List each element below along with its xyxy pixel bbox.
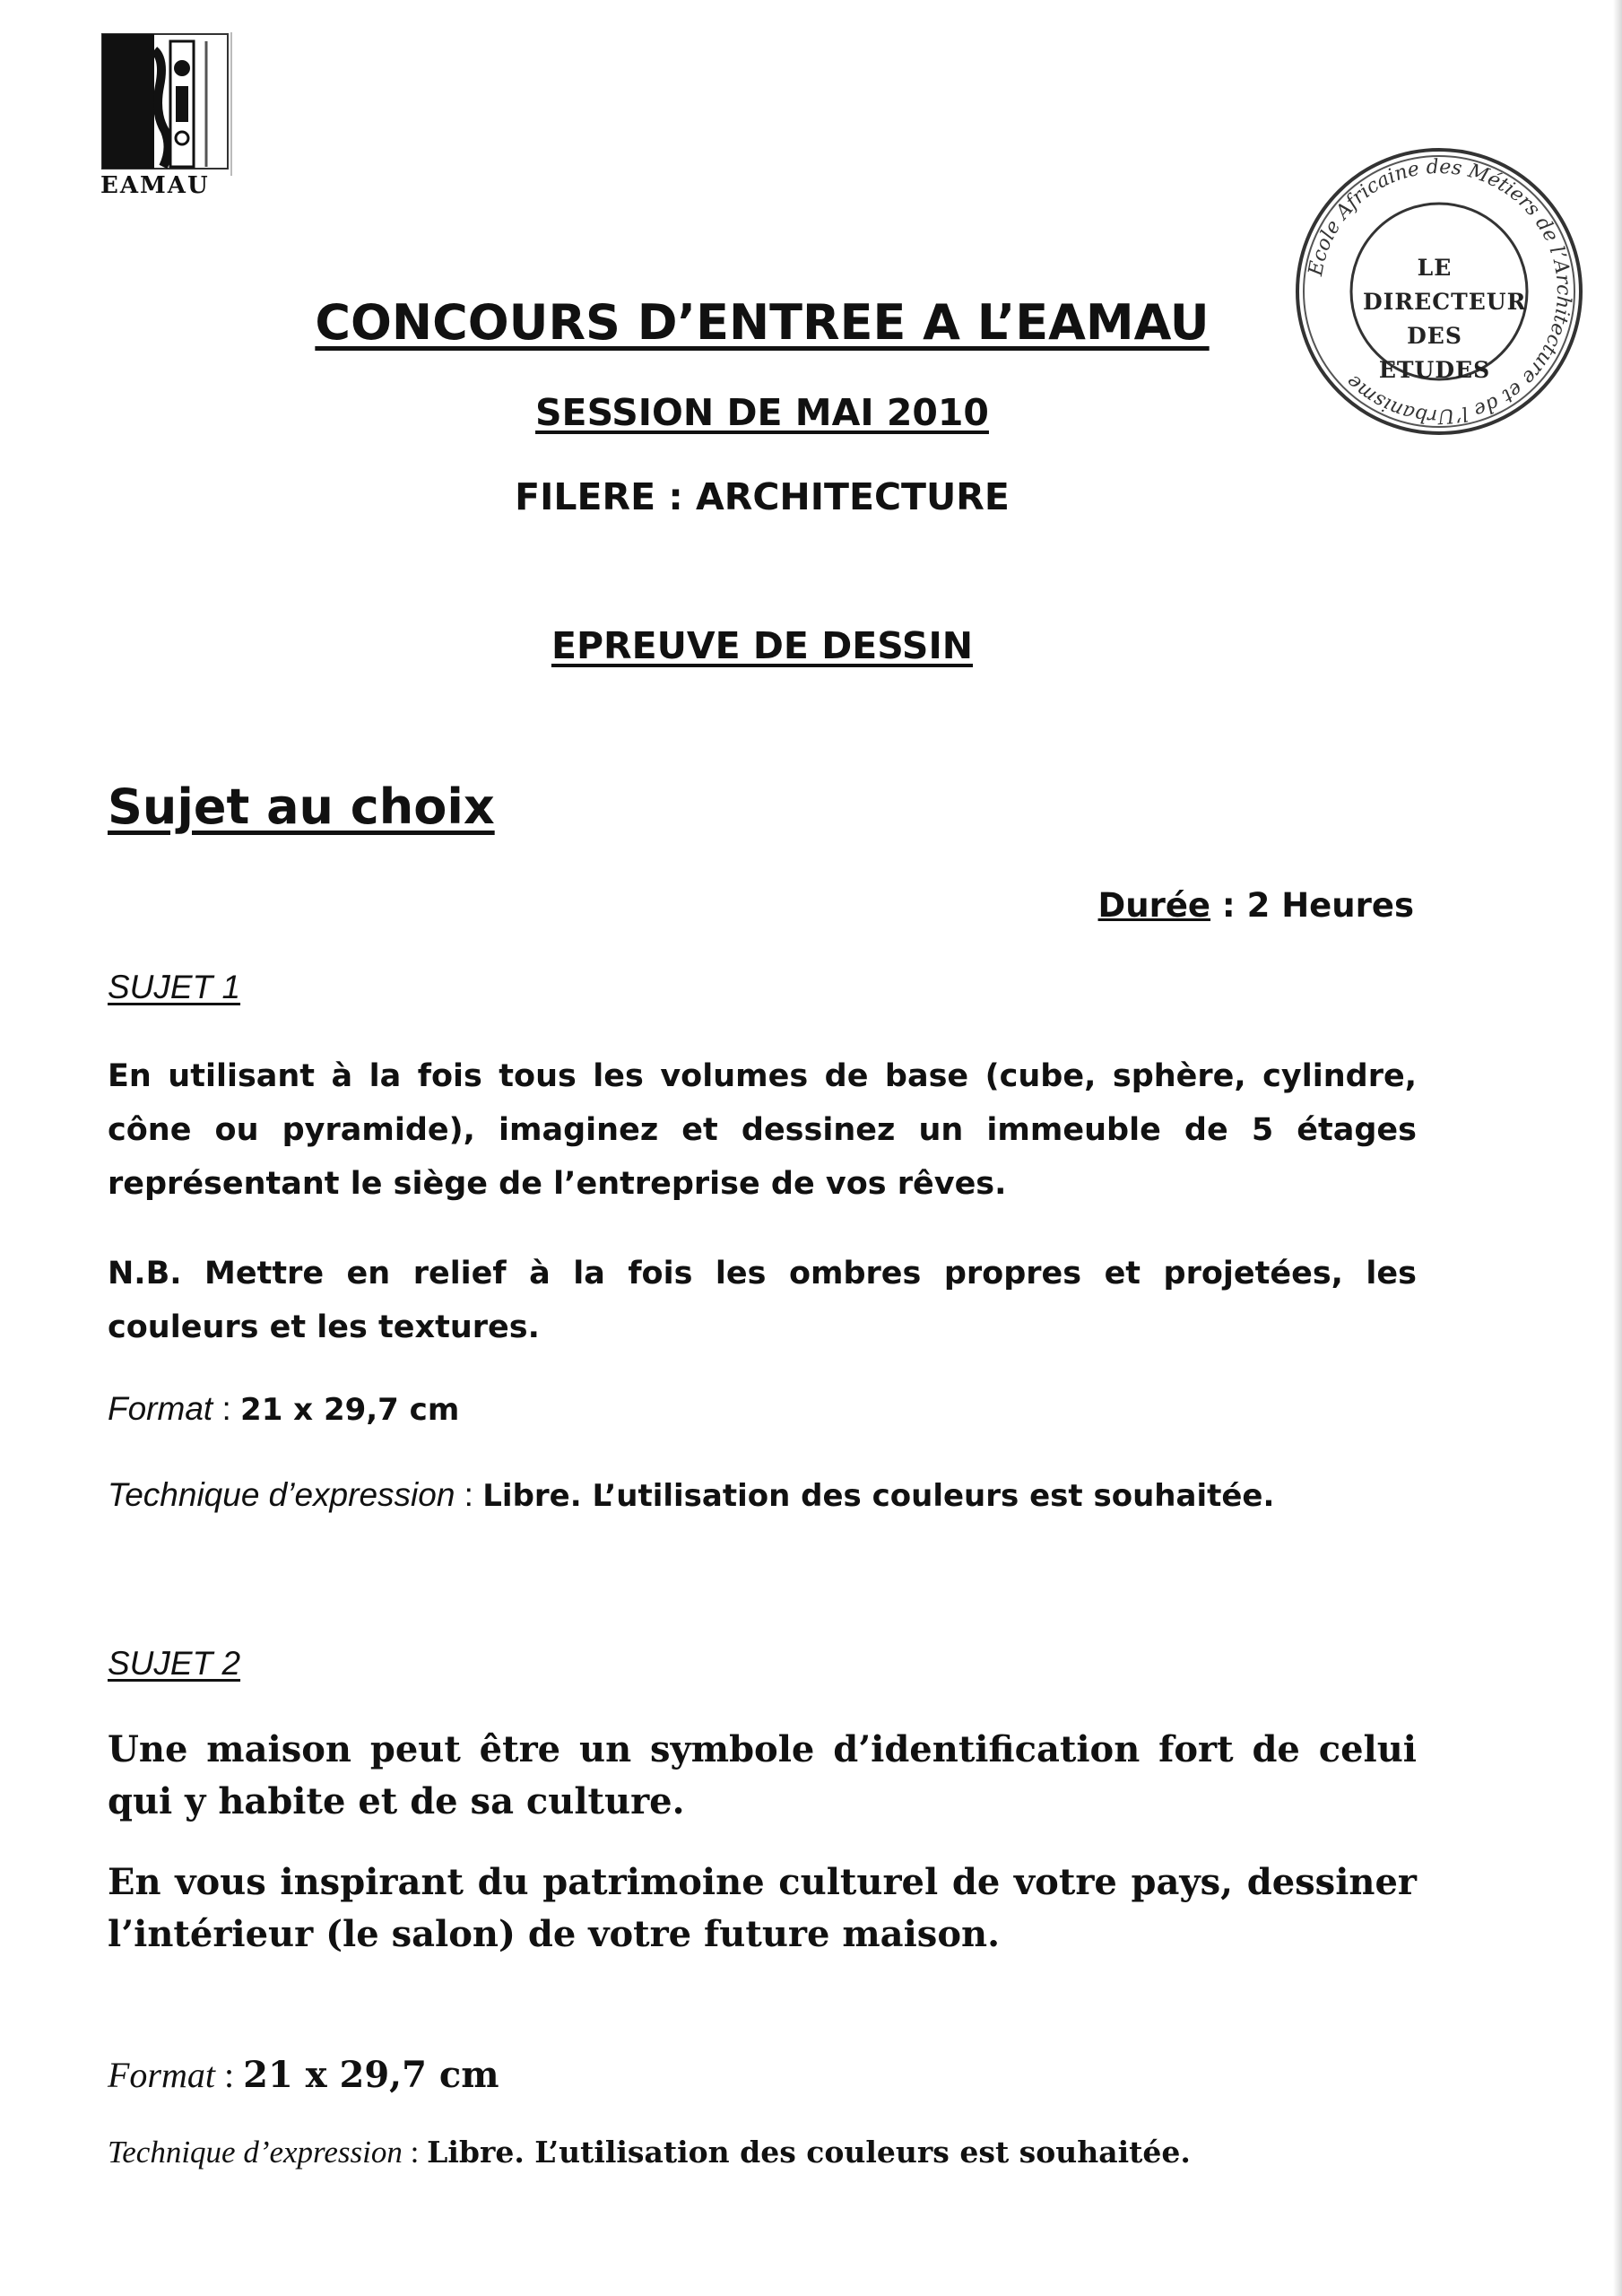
sujet1-technique: Technique d’expression : Libre. L’utilisation des couleurs est souhaitée. — [108, 1476, 1275, 1514]
stamp-line1: LE DIRECTEUR — [1363, 255, 1527, 315]
sujet2-format: Format : 21 x 29,7 cm — [108, 2054, 499, 2096]
sujet1-intro: En utilisant à la fois tous les volumes de base (cube, sphère, cylindre, cône ou pyramide), imaginez et dessinez un immeuble de 5 étages représentant le siège de l’entreprise de vos rêves. — [108, 1058, 1417, 1202]
sujet1-technique-label: Technique d’expression — [108, 1476, 455, 1513]
sujet1-label: SUJET 1 — [108, 969, 241, 1005]
duration-separator: : — [1210, 886, 1247, 925]
sujet2-technique: Technique d’expression : Libre. L’utilisation des couleurs est souhaitée. — [108, 2135, 1191, 2170]
sujet2-para1: Une maison peut être un symbole d’identification fort de celui qui y habite et de sa culture. — [108, 1728, 1417, 1822]
duration-label: Durée — [1097, 886, 1211, 925]
sujet2-para2: En vous inspirant du patrimoine culturel de votre pays, dessiner l’intérieur (le salon) de votre future maison. — [108, 1861, 1417, 1955]
sujet2-label: SUJET 2 — [108, 1645, 241, 1682]
stamp-line2: DES ETUDES — [1378, 323, 1491, 383]
sujet2-format-value: 21 x 29,7 cm — [243, 2054, 499, 2096]
sujet2-technique-value: Libre. L’utilisation des couleurs est souhaitée. — [427, 2135, 1191, 2170]
sujet1-nb: N.B. Mettre en relief à la fois les ombres propres et projetées, les couleurs et les textures. — [108, 1256, 1417, 1345]
sujet1-format-value: 21 x 29,7 cm — [240, 1392, 460, 1428]
exam-session: SESSION DE MAI 2010 — [535, 391, 989, 434]
exam-filiere: FILERE : ARCHITECTURE — [515, 475, 1010, 518]
logo-text: EAMAU — [100, 172, 210, 199]
sujet1-format: Format : 21 x 29,7 cm — [108, 1390, 460, 1428]
sujet1-technique-value: Libre. L’utilisation des couleurs est souhaitée. — [482, 1478, 1275, 1514]
sujet2-technique-label: Technique d’expression — [108, 2135, 403, 2170]
section-title: Sujet au choix — [108, 778, 495, 835]
exam-duration — [1098, 886, 1414, 925]
sujet2-format-label: Format — [108, 2055, 215, 2095]
scan-edge-shadow — [1613, 0, 1622, 2296]
sujet1-format-label: Format — [108, 1390, 213, 1427]
stamp-ring-text: Ecole Africaine des Métiers de l’Architecture et de l’Urbanisme — [1305, 155, 1575, 428]
duration-value: 2 Heures — [1246, 886, 1414, 925]
exam-title: CONCOURS D’ENTREE A L’EAMAU — [315, 294, 1210, 351]
exam-epreuve: EPREUVE DE DESSIN — [551, 624, 974, 667]
